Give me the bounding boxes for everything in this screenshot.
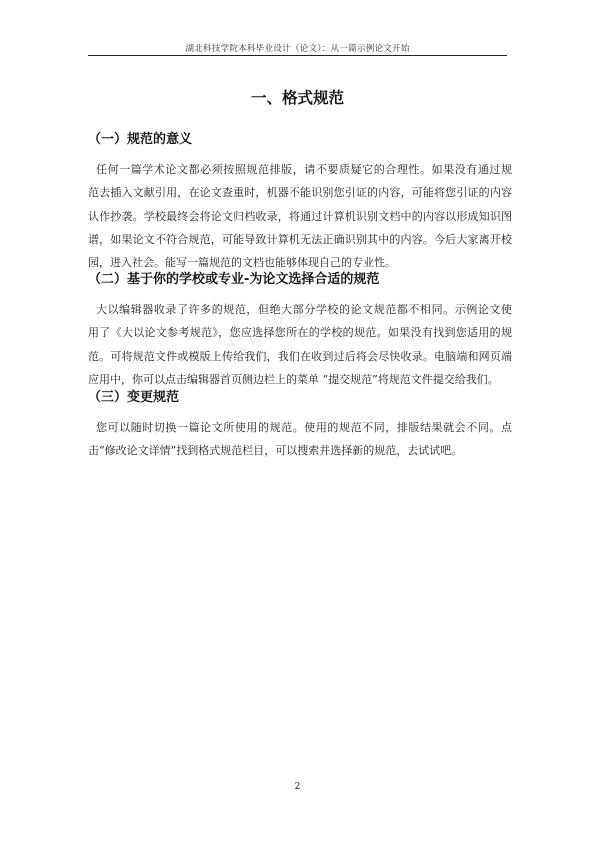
paragraph-choose-standard [88,298,512,391]
paragraph-line: 谱，如果论文不符合规范，可能导致计算机无法正确识别其中的内容。今后大家离开校 [88,232,512,246]
paragraph-line: 范去插入文献引用，在论文查重时，机器不能识别您引证的内容，可能将您引证的内容 [88,186,512,200]
paragraph-line: 园，进入社会。能写一篇规范的文档也能够体现自己的专业性。 [88,256,396,270]
section-heading-choose-standard: （二）基于你的学校或专业-为论文选择合适的规范 [88,272,380,287]
watermark: 大以论文 [219,296,316,363]
chapter-title: 一、格式规范 [250,89,344,107]
section-heading-change-standard: （三）变更规范 [88,390,180,405]
header-rule [88,55,507,56]
paragraph-line: 应用中，你可以点击编辑器首页侧边栏上的菜单 “提交规范”将规范文件提交给我们。 [88,372,499,386]
paragraph-line: 大以编辑器收录了许多的规范，但绝大部分学校的论文规范都不相同。示例论文使 [96,303,512,316]
section-heading-significance: （一）规范的意义 [88,132,193,147]
paragraph-line: 用了《大以论文参考规范》，您应选择您所在的学校的规范。如果没有找到您适用的规 [88,326,512,340]
paragraph-change-standard [88,416,512,463]
paragraph-line: 任何一篇学术论文都必须按照规范排版，请不要质疑它的合理性。如果没有通过规 [96,163,512,176]
running-header: 湖北科技学院本科毕业设计（论文）：从一篇示例论文开始 [185,44,410,54]
paragraph-line: 范。可将规范文件或模版上传给我们，我们在收到过后将会尽快收录。电脑端和网页端 [88,349,512,363]
paragraph-line: 您可以随时切换一篇论文所使用的规范。使用的规范不同，排版结果就会不同。点 [96,421,512,434]
paragraph-line: 认作抄袭。学校最终会将论文归档收录，将通过计算机识别文档中的内容以形成知识图 [88,209,512,223]
paragraph-significance [88,158,512,274]
page-number: 2 [294,782,301,792]
paragraph-line: 击“修改论文详情”找到格式规范栏目，可以搜索并选择新的规范，去试试吧。 [88,444,463,458]
